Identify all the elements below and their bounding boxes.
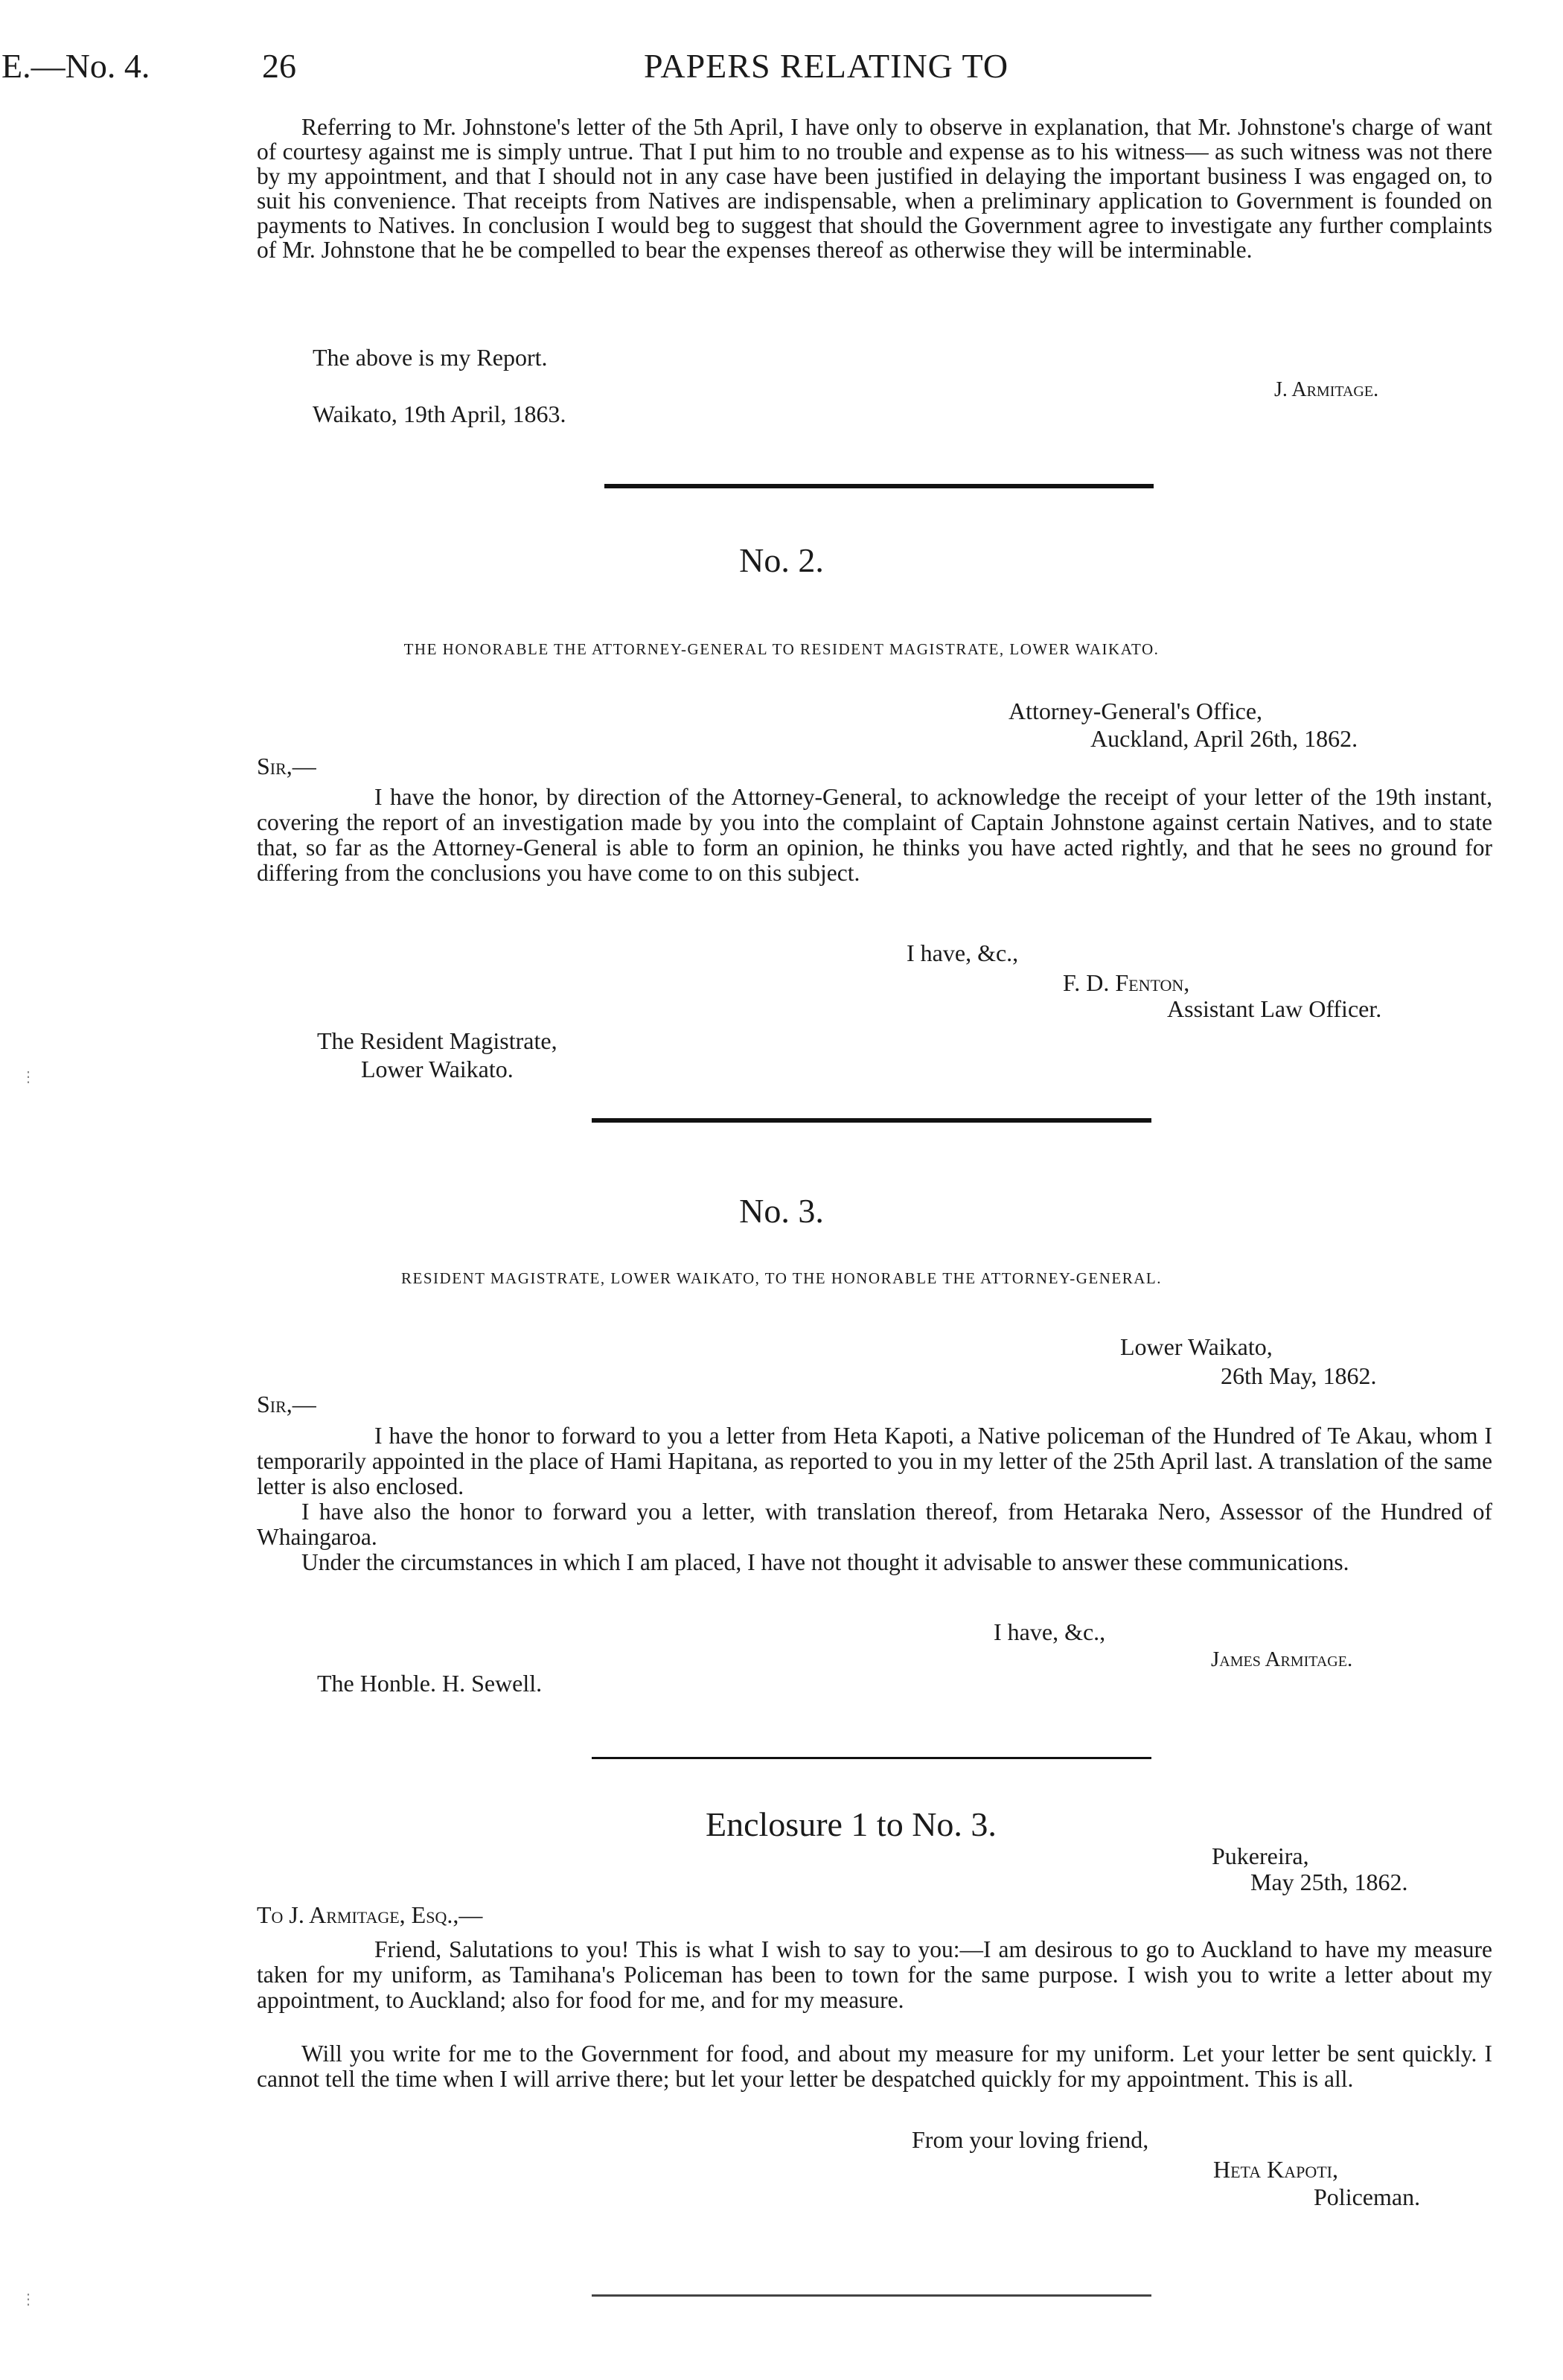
document-number-3: No. 3. xyxy=(739,1192,824,1230)
page-number: 26 xyxy=(262,47,296,85)
running-title: PAPERS RELATING TO xyxy=(644,47,1009,85)
document-3-address-line-1: Lower Waikato, xyxy=(1120,1333,1273,1360)
enclosure-title: Enclosure 1 to No. 3. xyxy=(706,1805,997,1843)
document-2-addressee-2: Lower Waikato. xyxy=(361,1056,514,1082)
document-2-addressee-1: The Resident Magistrate, xyxy=(317,1027,557,1054)
document-3-subheading: RESIDENT MAGISTRATE, LOWER WAIKATO, TO THE HONORABLE THE ATTORNEY-GENERAL. xyxy=(401,1269,1162,1287)
enclosure-place: Pukereira, xyxy=(1212,1843,1309,1869)
document-3-salutation: Sir,— xyxy=(257,1391,316,1417)
document-2-address-line-1: Attorney-General's Office, xyxy=(1009,698,1263,724)
enclosure-salutation: To J. Armitage, Esq.,— xyxy=(257,1901,483,1928)
end-rule xyxy=(592,2294,1151,2297)
enclosure-paragraph-2: Will you write for me to the Government for food, and about my measure for my uniform. Let your letter be sent quickly. I cannot tell the time when I will arrive there; but let your letter be despatched quickly for my appointment. This is all. xyxy=(257,2041,1492,2092)
document-3-signature: James Armitage. xyxy=(1211,1647,1353,1671)
section-divider xyxy=(592,1118,1151,1123)
document-3-address-line-2: 26th May, 1862. xyxy=(1221,1362,1377,1389)
document-2-address-line-2: Auckland, April 26th, 1862. xyxy=(1090,725,1358,752)
section-divider xyxy=(592,1757,1151,1759)
report-paragraph: Referring to Mr. Johnstone's letter of the 5th April, I have only to observe in explanation, that Mr. Johnstone's charge of want of courtesy against me is simply untrue. That I put him to no trouble and expense as to his witness— as such witness was not there by my appointment, and that I should not in any case have been justified in delaying the important business I was engaged on, to suit his convenience. That receipts from Natives are indispensable, when a preliminary application to Government is founded on payments to Natives. In conclusion I would beg to suggest that should the Government agree to investigate any further complaints of Mr. Johnstone that he be compelled to bear the expenses thereof as otherwise they will be interminable. xyxy=(257,114,1492,263)
enclosure-signature: Heta Kapoti, xyxy=(1213,2156,1338,2183)
enclosure-signature-title: Policeman. xyxy=(1314,2183,1421,2210)
scan-mark: ⋮ xyxy=(21,2291,36,2308)
document-2-body: I have the honor, by direction of the Attorney-General, to acknowledge the receipt of your letter of the 19th instant, covering the report of an investigation made by you into the complaint of Captain Johnstone against certain Natives, and to state that, so far as the Attorney-General is able to form an opinion, he thinks you have acted rightly, and that he sees no ground for differing from the conclusions you have come to on this subject. xyxy=(257,784,1492,886)
document-number-2: No. 2. xyxy=(739,541,824,579)
document-3-paragraph-2: I have also the honor to forward you a letter, with translation thereof, from Hetaraka Nero, Assessor of the Hundred of Whaingaroa. xyxy=(257,1499,1492,1550)
document-3-paragraph-1: I have the honor to forward to you a letter from Heta Kapoti, a Native policeman of the Hundred of Te Akau, whom I temporarily appointed in the place of Hami Hapitana, as reported to you in my letter of the 25th April last. A translation of the same letter is also enclosed. xyxy=(257,1423,1492,1499)
enclosure-closing: From your loving friend, xyxy=(912,2126,1149,2153)
document-3-paragraph-3: Under the circumstances in which I am placed, I have not thought it advisable to answer these communications. xyxy=(301,1549,1349,1575)
scan-mark: ⋮ xyxy=(21,1069,36,1085)
report-closing: The above is my Report. xyxy=(313,344,548,371)
document-2-signature: F. D. Fenton, xyxy=(1063,969,1190,996)
document-2-closing: I have, &c., xyxy=(907,939,1019,966)
document-2-signature-title: Assistant Law Officer. xyxy=(1167,995,1382,1022)
series-number: E.—No. 4. xyxy=(1,47,150,85)
report-signature: J. Armitage. xyxy=(1274,378,1379,401)
document-3-addressee: The Honble. H. Sewell. xyxy=(317,1670,543,1697)
document-2-salutation: Sir,— xyxy=(257,753,316,779)
document-2-subheading: THE HONORABLE THE ATTORNEY-GENERAL TO RESIDENT MAGISTRATE, LOWER WAIKATO. xyxy=(403,640,1160,658)
document-3-closing: I have, &c., xyxy=(994,1618,1106,1645)
report-place-date: Waikato, 19th April, 1863. xyxy=(313,401,566,427)
enclosure-date: May 25th, 1862. xyxy=(1250,1869,1408,1895)
section-divider xyxy=(604,484,1154,488)
enclosure-paragraph-1: Friend, Salutations to you! This is what I wish to say to you:—I am desirous to go to Auckland to have my measure taken for my uniform, as Tamihana's Policeman has been to town for the same purpose. I wish you to write a letter about my appointment, to Auckland; also for food for me, and for my measure. xyxy=(257,1936,1492,2013)
